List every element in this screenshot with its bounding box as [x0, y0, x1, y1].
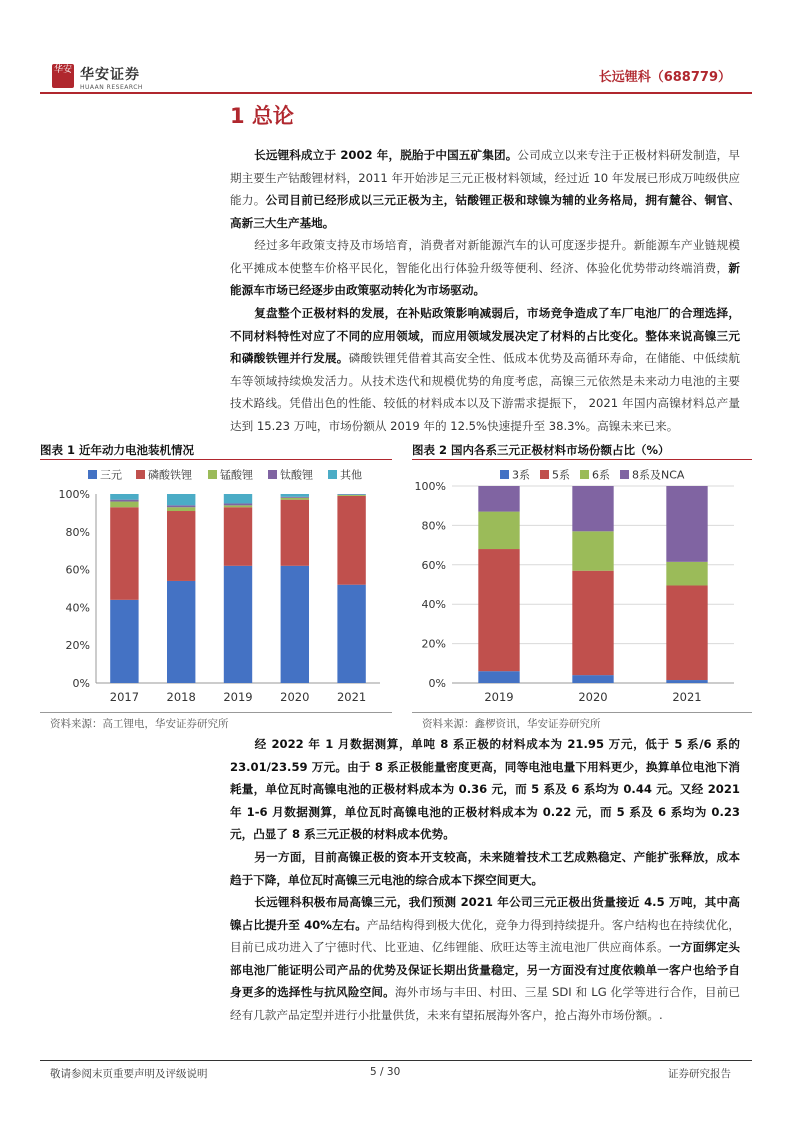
- legend-swatch: [620, 470, 629, 479]
- text-run: 一方面绑定头部电池厂能证明公司产品的优势及保证长期出货量稳定，另一方面没有过度依赖单一客户也给予自身更多的选择性与抗风险空间。: [230, 940, 740, 999]
- y-tick-label: 60%: [421, 558, 446, 572]
- y-tick-label: 80%: [65, 525, 90, 539]
- x-tick-label: 2018: [166, 690, 196, 704]
- legend-swatch: [268, 470, 277, 479]
- text-run: 产品结构得到极大优化，竞争力得到持续提升。客户结构也在持续优化，目前已成功进入了宁德时代、比亚迪、亿纬锂能、欣旺达等主流电池厂供应商体系。: [230, 917, 740, 954]
- bar-segment: [337, 495, 365, 496]
- legend-label: 锰酸锂: [220, 468, 253, 482]
- text-run: 长远锂科成立于 2002 年，脱胎于中国五矿集团。: [254, 148, 518, 162]
- y-tick-label: 0%: [72, 677, 90, 690]
- paragraph-4: [230, 733, 740, 846]
- bar-segment: [666, 680, 707, 683]
- chart1-title: 图表 1 近年动力电池装机情况: [40, 443, 195, 457]
- x-tick-label: 2017: [109, 690, 140, 704]
- bar-segment: [666, 562, 707, 586]
- text-run: 磷酸铁锂凭借着其高安全性、低成本优势及高循环寿命，在储能、中低续航车等领域持续焕发活力。从技术迭代和规模优势的角度考虑，高镍三元依然是未来动力电池的主要技术路线。凭借出色的性能、较低的材料成本以及下游需求提振下， 2021 年国内高镍材料总产量达到 15.23 万吨，市场份额从 2019 年的 12.5%快速提升至 38.3%。高镍未来已来。: [230, 351, 740, 433]
- bar-segment: [224, 505, 252, 507]
- legend-label: 5系: [552, 468, 570, 482]
- company-code: 长远锂科（688779）: [598, 70, 731, 85]
- bar-segment: [167, 581, 195, 683]
- bar-segment: [478, 549, 519, 671]
- paragraph-2: [230, 234, 740, 302]
- legend-swatch: [328, 470, 337, 479]
- y-tick-label: 100%: [58, 488, 90, 501]
- paragraph-6: [230, 891, 740, 1026]
- legend-swatch: [208, 470, 217, 479]
- bar-segment: [666, 585, 707, 680]
- bar-segment: [167, 494, 195, 505]
- legend-label: 8系及NCA: [632, 468, 685, 482]
- legend-label: 其他: [340, 468, 362, 482]
- x-tick-label: 2020: [280, 690, 310, 704]
- text-run: 另一方面，目前高镍正极的资本开支较高，未来随着技术工艺成熟稳定、产能扩张释放，成本趋于下降，单位瓦时高镍三元电池的综合成本下探空间更大。: [230, 850, 740, 887]
- bar-segment: [224, 494, 252, 503]
- bar-segment: [167, 505, 195, 507]
- legend-swatch: [540, 470, 549, 479]
- text-run: 长远锂科积极布局高镍三元，我们预测 2021 年公司三元正极出货量接近 4.5 万吨，其中高镍占比提升至 40%左右。: [230, 895, 740, 932]
- legend-swatch: [500, 470, 509, 479]
- bar-segment: [337, 494, 365, 495]
- bar-segment: [110, 507, 138, 600]
- y-tick-label: 20%: [421, 637, 446, 651]
- chart2: [412, 462, 752, 710]
- bar-segment: [224, 503, 252, 505]
- bar-segment: [281, 500, 309, 566]
- chart2-source-rule: [412, 712, 752, 713]
- brand-subtitle: HUAAN RESEARCH: [80, 84, 143, 91]
- bar-segment: [478, 512, 519, 549]
- y-tick-label: 100%: [414, 480, 446, 493]
- legend-label: 6系: [592, 468, 610, 482]
- chart1-rule: [40, 459, 392, 460]
- x-tick-label: 2019: [484, 690, 514, 704]
- bar-segment: [337, 496, 365, 585]
- y-tick-label: 40%: [421, 598, 446, 612]
- bar-segment: [224, 566, 252, 683]
- text-run: 海外市场与丰田、村田、三星 SDI 和 LG 化学等进行合作，目前已经有几款产品定型并进行小批量供货，未来有望拓展海外客户，抢占海外市场份额。.: [230, 985, 740, 1022]
- text-run: 新能源车市场已经逐步由政策驱动转化为市场驱动。: [230, 260, 740, 297]
- chart1-source-rule: [40, 712, 392, 713]
- page-number: 5 / 30: [370, 1066, 401, 1078]
- legend-label: 磷酸铁锂: [148, 468, 192, 482]
- bar-segment: [281, 498, 309, 500]
- bar-segment: [281, 494, 309, 497]
- x-tick-label: 2020: [578, 690, 608, 704]
- y-tick-label: 40%: [65, 601, 90, 615]
- bar-segment: [110, 600, 138, 683]
- bar-segment: [281, 566, 309, 683]
- x-tick-label: 2021: [336, 690, 367, 704]
- y-tick-label: 0%: [428, 677, 446, 690]
- section-title: 1 总论: [230, 104, 294, 128]
- logo-mark-text: 华安: [53, 65, 72, 75]
- bar-segment: [337, 585, 365, 683]
- legend-swatch: [88, 470, 97, 479]
- paragraph-1: [230, 144, 740, 234]
- legend-label: 三元: [100, 468, 122, 482]
- bar-segment: [572, 531, 613, 570]
- bar-segment: [110, 500, 138, 502]
- y-tick-label: 20%: [65, 639, 90, 653]
- bar-segment: [478, 486, 519, 512]
- paragraph-5: [230, 846, 740, 891]
- bar-segment: [110, 502, 138, 508]
- text-run: 公司成立以来专注于正极材料研发制造，早期主要生产钴酸锂材料，2011 年开始涉足三元正极材料领域，经过近 10 年发展已形成万吨级供应能力。: [230, 148, 740, 207]
- chart2-source: 资料来源：鑫椤资讯，华安证券研究所: [422, 718, 601, 730]
- legend-swatch: [580, 470, 589, 479]
- text-run: 公司目前已经形成以三元正极为主，钴酸锂正极和球镍为辅的业务格局，拥有麓谷、铜官、高新三大生产基地。: [230, 193, 740, 230]
- paragraph-3: [230, 302, 740, 437]
- chart1: [40, 462, 392, 710]
- bar-segment: [110, 494, 138, 500]
- text-run: 经 2022 年 1 月数据测算，单吨 8 系正极的材料成本为 21.95 万元，低于 5 系/6 系的 23.01/23.59 万元。由于 8 系正极能量密度更高，同等电池电量下用料更少，换算单位电池下消耗量，单位瓦时高镍电池的正极材料成本为 0.36 元，而 5 系及 6 系均为 0.44 元。又经 2021 年 1-6 月数据测算，单位瓦时高镍电池的正极材料成本为 0.22 元，而 5 系及 6 系均为 0.23 元，凸显了 8 系三元正极的材料成本优势。: [230, 737, 740, 841]
- text-run: 经过多年政策支持及市场培育，消费者对新能源汽车的认可度逐步提升。新能源车产业链规模化平摊成本使整车价格平民化，智能化出行体验升级等便利、经济、体验化优势带动终端消费，: [230, 238, 740, 275]
- header-rule: [40, 92, 752, 94]
- bar-segment: [572, 571, 613, 675]
- x-tick-label: 2019: [223, 690, 253, 704]
- chart1-source: 资料来源：高工锂电，华安证券研究所: [50, 718, 229, 730]
- bar-segment: [281, 497, 309, 498]
- brand-name: 华安证券: [80, 67, 140, 83]
- bar-segment: [167, 511, 195, 581]
- legend-label: 3系: [512, 468, 530, 482]
- legend-swatch: [136, 470, 145, 479]
- y-tick-label: 80%: [421, 519, 446, 533]
- bar-segment: [224, 507, 252, 566]
- x-tick-label: 2021: [672, 690, 702, 704]
- bar-segment: [478, 671, 519, 683]
- y-tick-label: 60%: [65, 563, 90, 577]
- bar-segment: [167, 507, 195, 511]
- logo-mark: [52, 64, 74, 88]
- text-run: 复盘整个正极材料的发展，在补贴政策影响减弱后，市场竞争造成了车厂电池厂的合理选择，不同材料特性对应了不同的应用领域，而应用领域发展决定了材料的占比变化。整体来说高镍三元和磷酸铁锂并行发展。: [230, 306, 740, 365]
- footer-report-type: 证券研究报告: [668, 1068, 731, 1080]
- chart2-rule: [412, 459, 752, 460]
- chart2-title: 图表 2 国内各系三元正极材料市场份额占比（%）: [412, 443, 670, 457]
- footer-disclaimer: 敬请参阅末页重要声明及评级说明: [50, 1068, 208, 1080]
- bar-segment: [572, 486, 613, 531]
- bar-segment: [666, 486, 707, 562]
- footer-rule: [40, 1060, 752, 1061]
- legend-label: 钛酸锂: [280, 468, 313, 482]
- bar-segment: [572, 675, 613, 683]
